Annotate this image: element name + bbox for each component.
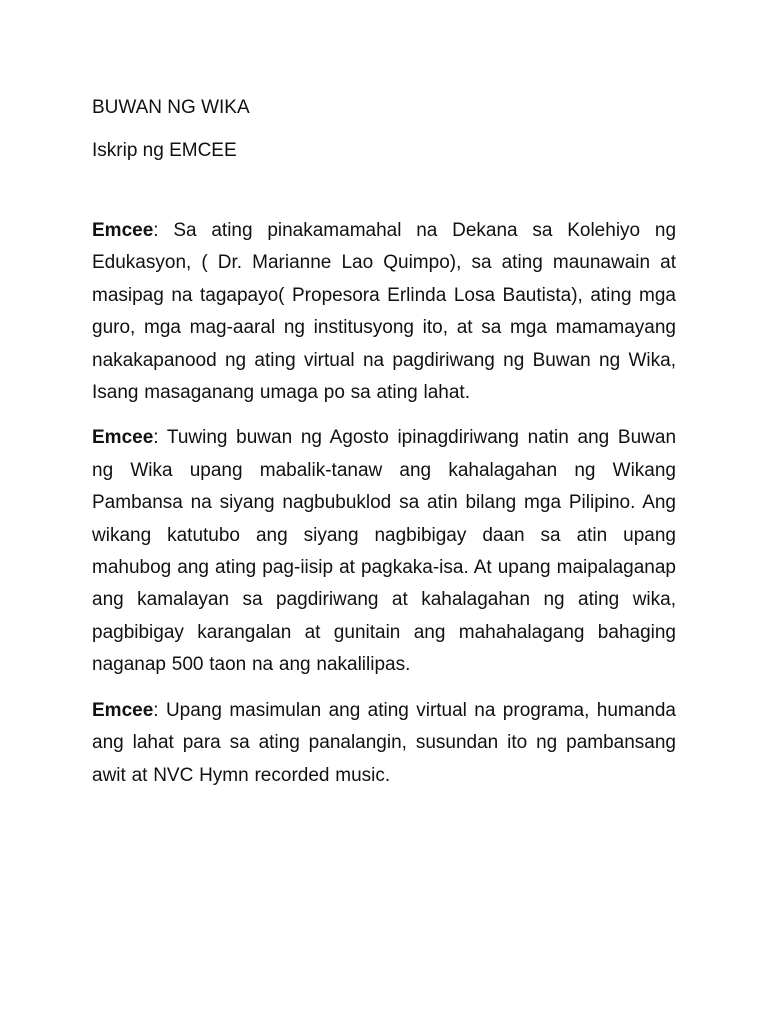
paragraph-text: Sa ating pinakamamahal na Dekana sa Kolehiyo ng Edukasyon, ( Dr. Marianne Lao Quimpo), sa ating maunawain at masipag na tagapayo( Propesora Erlinda Losa Bautista), ating mga guro, mga mag-aaral ng institusyong ito, at sa mga mamamayang nakakapanood ng ating virtual na pagdiriwang ng Buwan ng Wika, Isang masaganang umaga po sa ating lahat. bbox=[92, 220, 677, 404]
speaker-separator: : bbox=[153, 220, 174, 241]
paragraph-text: Upang masimulan ang ating virtual na programa, humanda ang lahat para sa ating panalangin, susundan ito ng pambansang awit at NVC Hymn recorded music. bbox=[92, 699, 676, 786]
speaker-label: Emcee bbox=[92, 699, 154, 721]
script-paragraph-1 bbox=[92, 215, 676, 409]
speaker-label: Emcee bbox=[92, 220, 154, 241]
script-paragraph-3 bbox=[92, 695, 676, 792]
script-paragraph-2 bbox=[92, 422, 676, 681]
speaker-separator: : bbox=[153, 699, 166, 721]
document-title: BUWAN NG WIKA bbox=[92, 97, 250, 118]
document-subtitle: Iskrip ng EMCEE bbox=[92, 140, 237, 161]
speaker-label: Emcee bbox=[92, 427, 154, 449]
speaker-separator: : bbox=[153, 427, 167, 449]
paragraph-text: Tuwing buwan ng Agosto ipinagdiriwang natin ang Buwan ng Wika upang mabalik-tanaw ang kahalagahan ng Wikang Pambansa na siyang nagbubuklod sa atin bilang mga Pilipino. Ang wikang katutubo ang siyang nagbibigay daan sa atin upang mahubog ang ating pag-iisip at pagkaka-isa. At upang maipalaganap ang kamalayan sa pagdiriwang at kahalagahan ng ating wika, pagbibigay karangalan at gunitain ang mahahalagang bahaging naganap 500 taon na ang nakalilipas. bbox=[92, 427, 677, 676]
